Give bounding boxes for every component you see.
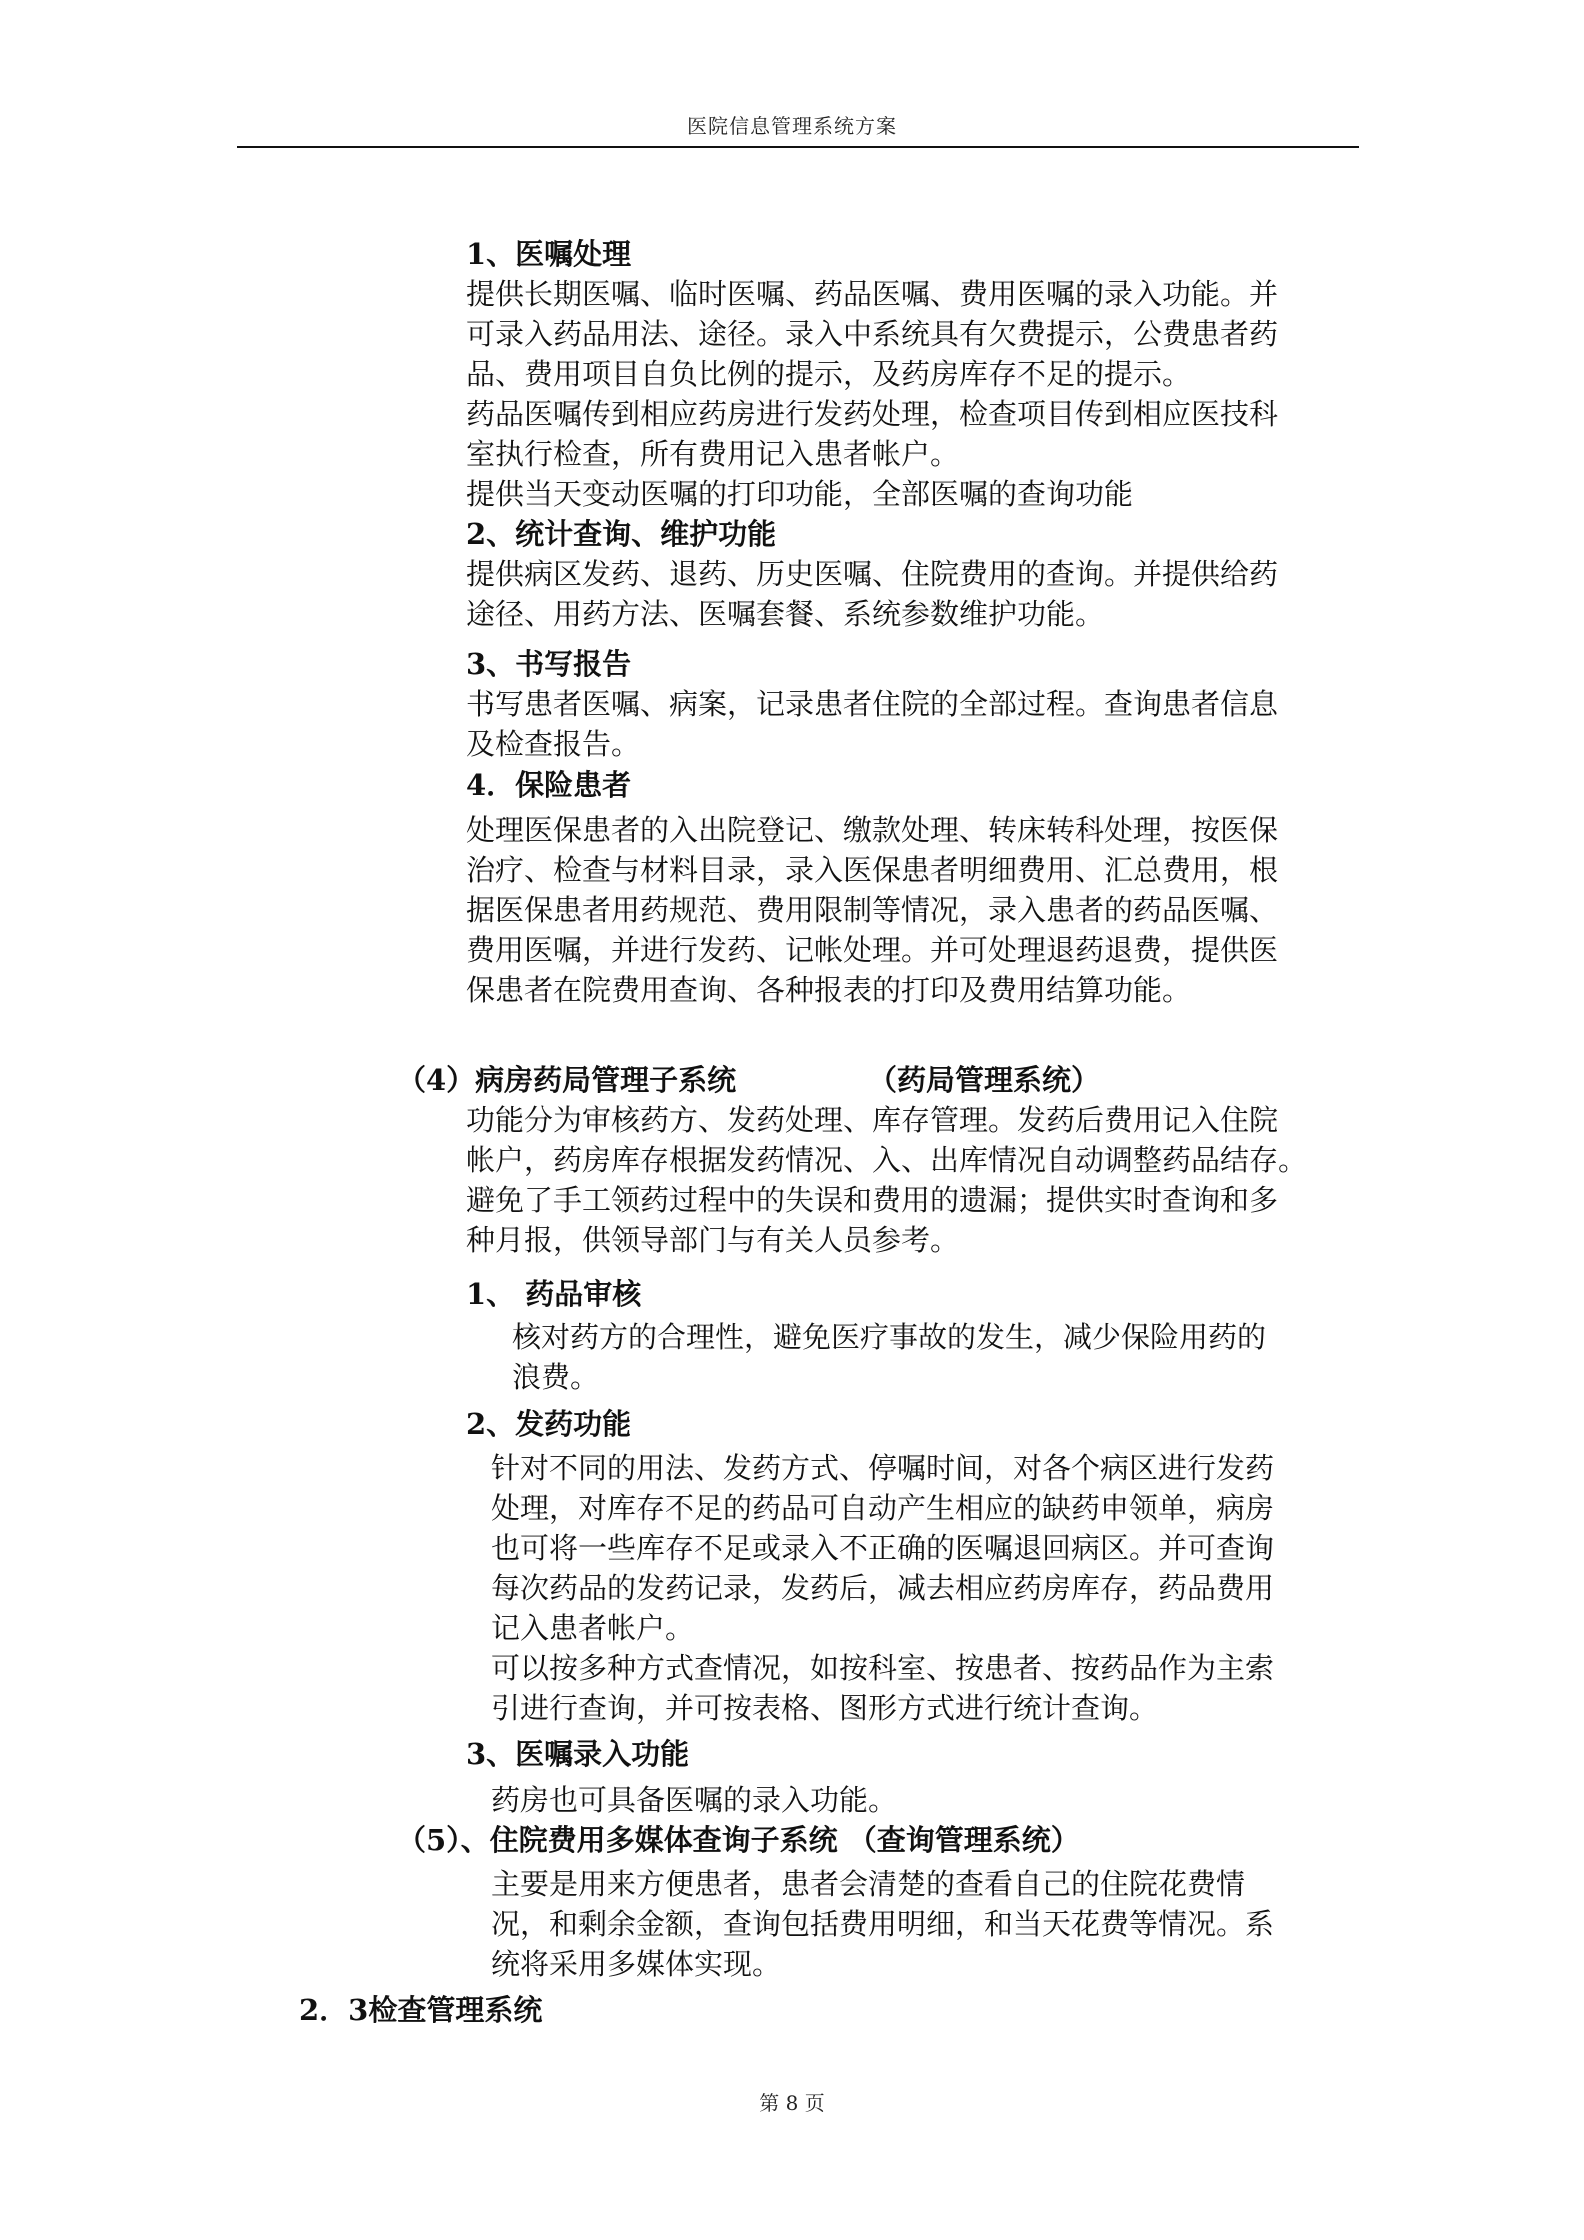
- paragraph-line: 及检查报告。: [466, 727, 641, 761]
- heading-3-report-writing: 3、书写报告: [466, 647, 632, 681]
- header-rule: [237, 146, 1359, 148]
- paragraph-line: 品、费用项目自负比例的提示，及药房库存不足的提示。: [466, 357, 1192, 391]
- paragraph-line: 引进行查询，并可按表格、图形方式进行统计查询。: [491, 1691, 1159, 1725]
- page-header-title: 医院信息管理系统方案: [687, 114, 897, 138]
- paragraph-line: 统将采用多媒体实现。: [491, 1947, 782, 1981]
- paragraph-line: 处理医保患者的入出院登记、缴款处理、转床转科处理，按医保: [466, 813, 1279, 847]
- section-4-alias: （药局管理系统）: [868, 1063, 1101, 1097]
- page-number: 第 8 页: [759, 2091, 825, 2115]
- paragraph-line: 途径、用药方法、医嘱套餐、系统参数维护功能。: [466, 597, 1105, 631]
- paragraph-line: 处理，对库存不足的药品可自动产生相应的缺药申领单，病房: [491, 1491, 1275, 1525]
- paragraph-line: 针对不同的用法、发药方式、停嘱时间，对各个病区进行发药: [491, 1451, 1275, 1485]
- paragraph-line: 提供当天变动医嘱的打印功能，全部医嘱的查询功能: [466, 477, 1134, 511]
- heading-3-order-entry: 3、医嘱录入功能: [466, 1737, 690, 1771]
- paragraph-line: 记入患者帐户。: [491, 1611, 695, 1645]
- paragraph-line: 种月报，供领导部门与有关人员参考。: [466, 1223, 960, 1257]
- paragraph-line: 主要是用来方便患者，患者会清楚的查看自己的住院花费情: [491, 1867, 1246, 1901]
- paragraph-line: 治疗、检查与材料目录，录入医保患者明细费用、汇总费用，根: [466, 853, 1279, 887]
- section-5-multimedia-query-title: （5）、住院费用多媒体查询子系统 （查询管理系统）: [397, 1823, 1080, 1857]
- heading-2-stats-query: 2、统计查询、维护功能: [466, 517, 777, 551]
- paragraph-line: 每次药品的发药记录，发药后，减去相应药房库存，药品费用: [491, 1571, 1275, 1605]
- paragraph-line: 可以按多种方式查情况，如按科室、按患者、按药品作为主索: [491, 1651, 1275, 1685]
- heading-1-orders: 1、医嘱处理: [466, 237, 632, 271]
- paragraph-line: 浪费。: [512, 1360, 600, 1394]
- paragraph-line: 保患者在院费用查询、各种报表的打印及费用结算功能。: [466, 973, 1192, 1007]
- paragraph-line: 功能分为审核药方、发药处理、库存管理。发药后费用记入住院: [466, 1103, 1279, 1137]
- section-4-ward-pharmacy-title: （4）病房药局管理子系统: [397, 1063, 737, 1097]
- paragraph-line: 也可将一些库存不足或录入不正确的医嘱退回病区。并可查询: [491, 1531, 1275, 1565]
- heading-4-insured-patients: 4．保险患者: [466, 768, 632, 802]
- paragraph-line: 书写患者医嘱、病案，记录患者住院的全部过程。查询患者信息: [466, 687, 1279, 721]
- paragraph-line: 据医保患者用药规范、费用限制等情况，录入患者的药品医嘱、: [466, 893, 1279, 927]
- paragraph-line: 药房也可具备医嘱的录入功能。: [491, 1783, 898, 1817]
- paragraph-line: 帐户，药房库存根据发药情况、入、出库情况自动调整药品结存。: [466, 1143, 1308, 1177]
- paragraph-line: 核对药方的合理性，避免医疗事故的发生，减少保险用药的: [512, 1320, 1267, 1354]
- paragraph-line: 费用医嘱，并进行发药、记帐处理。并可处理退药退费，提供医: [466, 933, 1279, 967]
- paragraph-line: 可录入药品用法、途径。录入中系统具有欠费提示，公费患者药: [466, 317, 1279, 351]
- paragraph-line: 避免了手工领药过程中的失误和费用的遗漏；提供实时查询和多: [466, 1183, 1279, 1217]
- heading-1-drug-review: 1、 药品审核: [466, 1277, 642, 1311]
- paragraph-line: 室执行检查，所有费用记入患者帐户。: [466, 437, 960, 471]
- paragraph-line: 提供病区发药、退药、历史医嘱、住院费用的查询。并提供给药: [466, 557, 1279, 591]
- paragraph-line: 提供长期医嘱、临时医嘱、药品医嘱、费用医嘱的录入功能。并: [466, 277, 1279, 311]
- section-2-3-inspection-title: 2．3检查管理系统: [299, 1993, 543, 2027]
- paragraph-line: 药品医嘱传到相应药房进行发药处理，检查项目传到相应医技科: [466, 397, 1279, 431]
- paragraph-line: 况，和剩余金额，查询包括费用明细，和当天花费等情况。系: [491, 1907, 1275, 1941]
- heading-2-dispensing: 2、发药功能: [466, 1407, 632, 1441]
